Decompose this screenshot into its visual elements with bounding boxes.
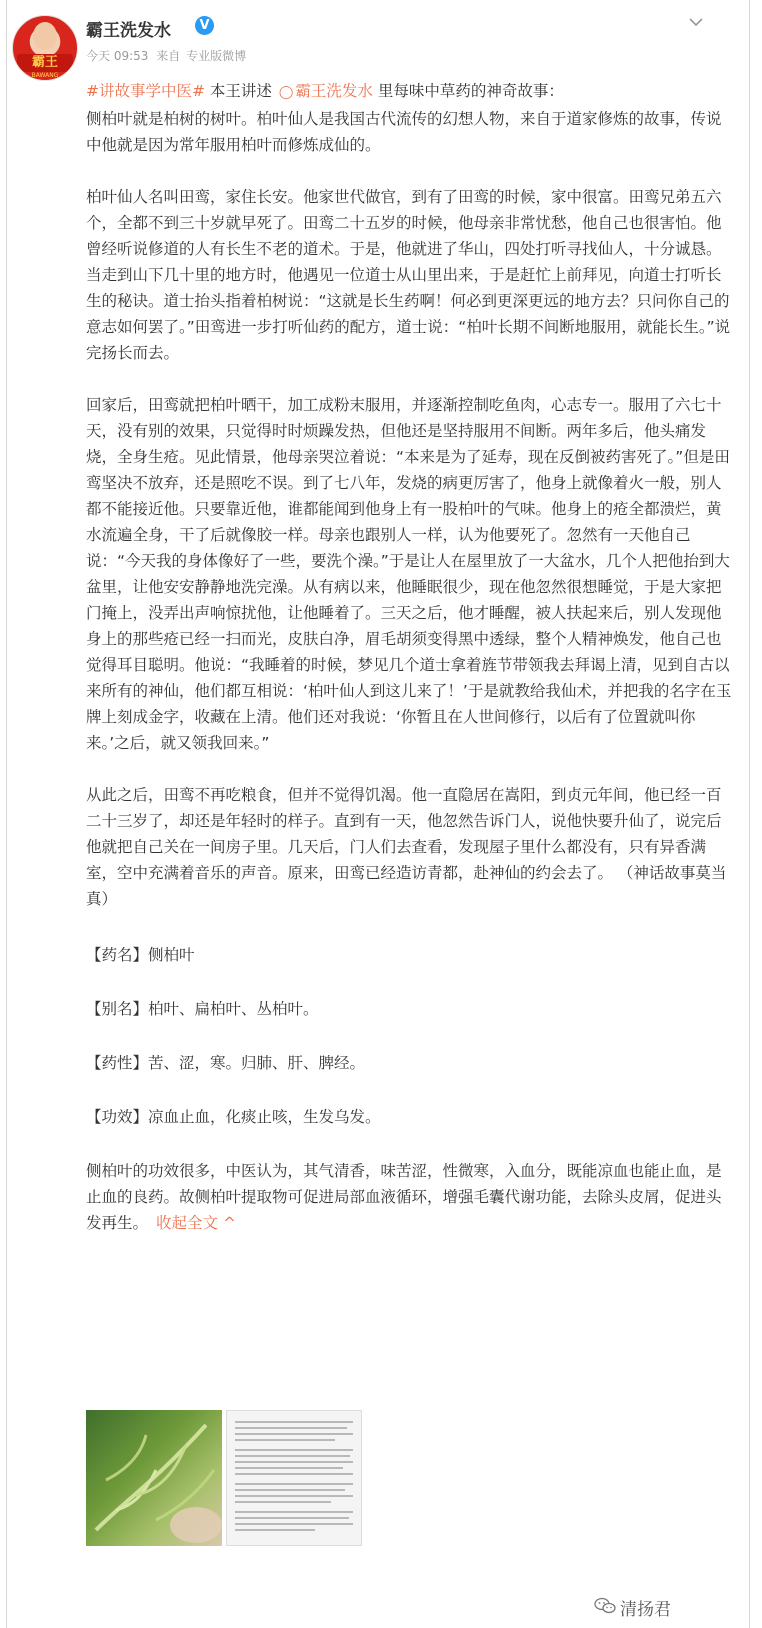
post-source[interactable]: 专业版微博 (186, 49, 247, 63)
collapse-button[interactable]: 收起全文 ^ (156, 1214, 236, 1232)
avatar-logo: 霸王 (17, 54, 73, 72)
intro-text: 本王讲述 (204, 82, 277, 100)
leaf-illustration (86, 1410, 222, 1546)
wechat-icon (594, 1597, 616, 1615)
story-paragraph: 柏叶仙人名叫田鸾，家住长安。他家世代做官，到有了田鸾的时候，家中很富。田鸾兄弟五六个，全都不到三十岁就早死了。田鸾二十五岁的时候，他母亲非常忧愁，他自己也很害怕。他曾经听说修道的人有长生不老的道术。于是，他就进了华山，四处打听寻找仙人，十分诚恳。当走到山下几十里的地方时，他遇见一位道士从山里出来，于是赶忙上前拜见，向道士打听长生的秘诀。道士抬头指着柏树说：“这就是长生药啊！何必到更深更远的地方去？只问你自己的意志如何罢了。”田鸾进一步打听仙药的配方，道士说：“柏叶长期不间断地服用，就能长生。”说完扬长而去。 (86, 188, 731, 362)
avatar[interactable] (12, 15, 78, 81)
username[interactable]: 霸王洗发水 (86, 21, 171, 41)
link-icon: ◯ (278, 85, 294, 100)
closing-paragraph (86, 1158, 732, 1236)
closing-text: 侧柏叶的功效很多，中医认为，其气清香，味苦涩，性微寒，入血分，既能凉血也能止血，是止血的良药。故侧柏叶提取物可促进局部血液循环，增强毛囊代谢功能，去除头皮屑，促进头发再生。 (86, 1162, 722, 1232)
chevron-down-icon[interactable] (688, 14, 704, 30)
brand-link[interactable]: 霸王洗发水 (295, 82, 373, 100)
hashtag-link[interactable]: #讲故事学中医# (86, 82, 205, 100)
spec-alias: 【别名】柏叶、扁柏叶、丛柏叶。 (86, 1000, 319, 1018)
watermark-text: 清扬君 (620, 1600, 671, 1620)
post-time[interactable]: 今天 09:53 (86, 49, 149, 63)
story-paragraph: 侧柏叶就是柏树的树叶。柏叶仙人是我国古代流传的幻想人物，来自于道家修炼的故事，传说中他就是因为常年服用柏叶而修炼成仙的。 (86, 110, 722, 154)
intro-line (86, 78, 732, 106)
post-meta (86, 47, 250, 64)
thumbnail-document-image[interactable] (226, 1410, 362, 1546)
source-prefix: 来自 (156, 49, 181, 63)
avatar-face (33, 22, 57, 50)
spec-name: 【药名】侧柏叶 (86, 946, 195, 964)
spec-nature: 【药性】苦、涩，寒。归肺、肝、脾经。 (86, 1054, 366, 1072)
avatar-sub: BAWANG (31, 72, 59, 79)
story-paragraph: 回家后，田鸾就把柏叶晒干，加工成粉末服用，并逐渐控制吃鱼肉，心志专一。服用了六七十天，没有别的效果，只觉得时时烦躁发热，但他还是坚持服用不间断。两年多后，他头痛发烧，全身生疮。见此情景，他母亲哭泣着说：“本来是为了延寿，现在反倒被药害死了。”但是田鸾坚决不放弃，还是照吃不误。到了七八年，发烧的病更厉害了，他身上就像着火一般，别人都不能接近他。只要靠近他，谁都能闻到他身上有一股柏叶的气味。他身上的疮全都溃烂，黄水流遍全身，干了后就像胶一样。母亲也跟别人一样，认为他要死了。忽然有一天他自己说：“今天我的身体像好了一些，要洗个澡。”于是让人在屋里放了一大盆水，几个人把他抬到大盆里，让他安安静静地洗完澡。从有病以来，他睡眠很少，现在他忽然很想睡觉，于是大家把门掩上，没弄出声响惊扰他，让他睡着了。三天之后，他才睡醒，被人扶起来后，别人发现他身上的那些疮已经一扫而光，皮肤白净，眉毛胡须变得黑中透绿，整个人精神焕发，他自己也觉得耳目聪明。他说：“我睡着的时候，梦见几个道士拿着旌节带领我去拜谒上清，见到自古以来所有的神仙，他们都互相说：‘柏叶仙人到这儿来了！’于是就教给我仙术，并把我的名字在玉牌上刻成金字，收藏在上清。他们还对我说：‘你暂且在人世间修行，以后有了位置就叫你来。’之后，就又领我回来。” (86, 396, 732, 752)
story-paragraph: 从此之后，田鸾不再吃粮食，但并不觉得饥渴。他一直隐居在嵩阳，到贞元年间，他已经一百二十三岁了，却还是年轻时的样子。直到有一天，他忽然告诉门人，说他快要升仙了，说完后他就把自己关在一间房子里。几天后，门人们去查看，发现屋子里什么都没有，只有异香满室，空中充满着音乐的声音。原来，田鸾已经造访青都，赴神仙的约会去了。 （神话故事莫当真） (86, 786, 727, 908)
verified-badge-icon: V (195, 16, 214, 35)
post-content (86, 78, 732, 1236)
spec-effect: 【功效】凉血止血，化痰止咳，生发乌发。 (86, 1108, 381, 1126)
thumbnail-leaf-image[interactable] (86, 1410, 222, 1546)
intro-text-after: 里每味中草药的神奇故事： (372, 82, 564, 100)
